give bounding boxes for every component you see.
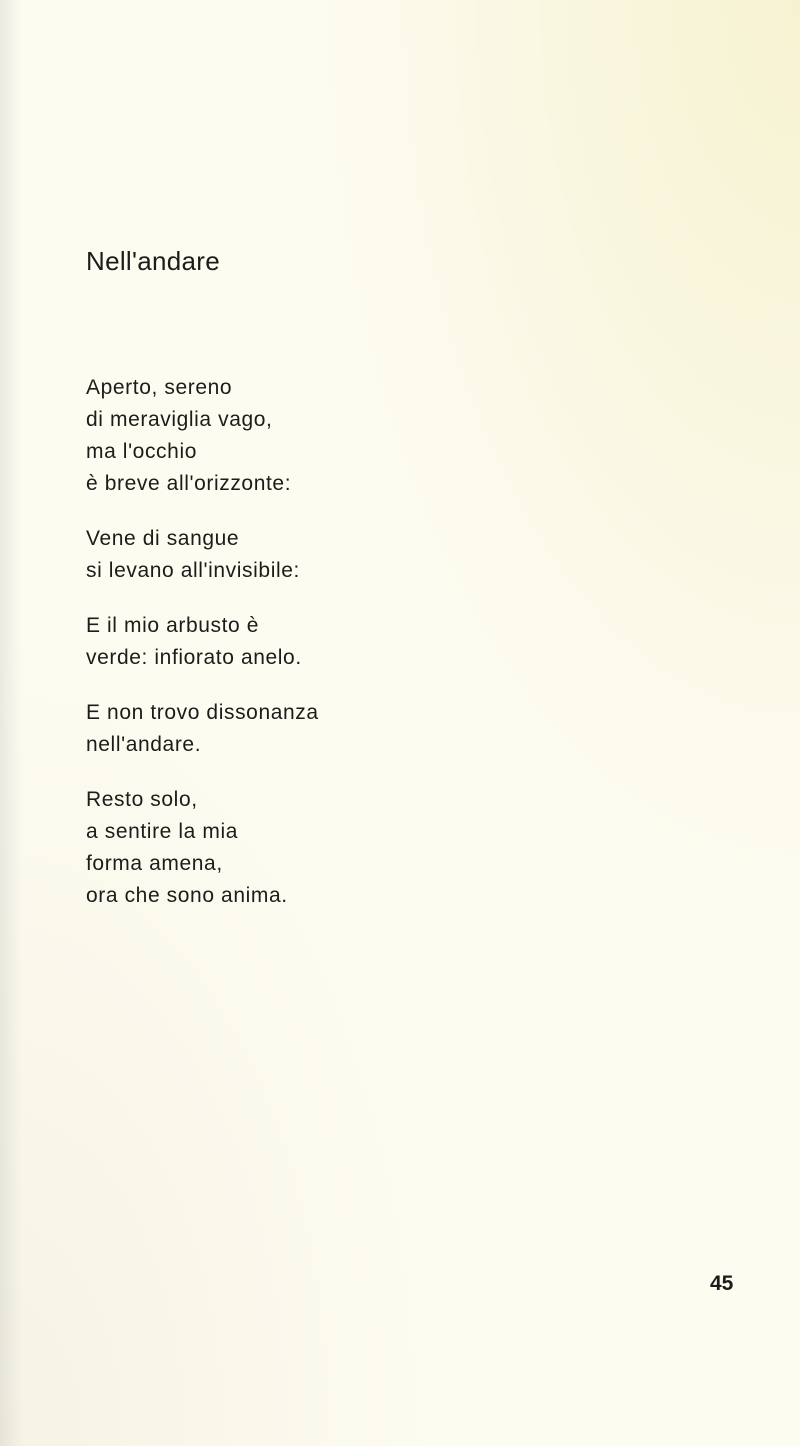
poem-line: forma amena, bbox=[86, 852, 223, 875]
poem-line: è breve all'orizzonte: bbox=[86, 472, 292, 495]
poem-line: di meraviglia vago, bbox=[86, 408, 273, 431]
poem-line: ma l'occhio bbox=[86, 440, 197, 463]
poem-line: E il mio arbusto è bbox=[86, 614, 260, 637]
poem-line: Resto solo, bbox=[86, 788, 198, 811]
poem-line: nell'andare. bbox=[86, 733, 202, 756]
poem-line: ora che sono anima. bbox=[86, 884, 288, 907]
poem-line: verde: infiorato anelo. bbox=[86, 646, 302, 669]
page-number: 45 bbox=[710, 1272, 734, 1295]
poem-line: a sentire la mia bbox=[86, 820, 238, 843]
poem-title: Nell'andare bbox=[86, 246, 221, 276]
poem-line: Aperto, sereno bbox=[86, 376, 233, 399]
poem-line: Vene di sangue bbox=[86, 527, 240, 550]
poem-body bbox=[86, 372, 506, 935]
stanza bbox=[86, 697, 506, 761]
poem-line: si levano all'invisibile: bbox=[86, 559, 300, 582]
stanza bbox=[86, 784, 506, 912]
page-gutter-shadow bbox=[0, 0, 22, 1446]
stanza bbox=[86, 372, 506, 500]
stanza bbox=[86, 610, 506, 674]
poem-line: E non trovo dissonanza bbox=[86, 701, 319, 724]
stanza bbox=[86, 523, 506, 587]
